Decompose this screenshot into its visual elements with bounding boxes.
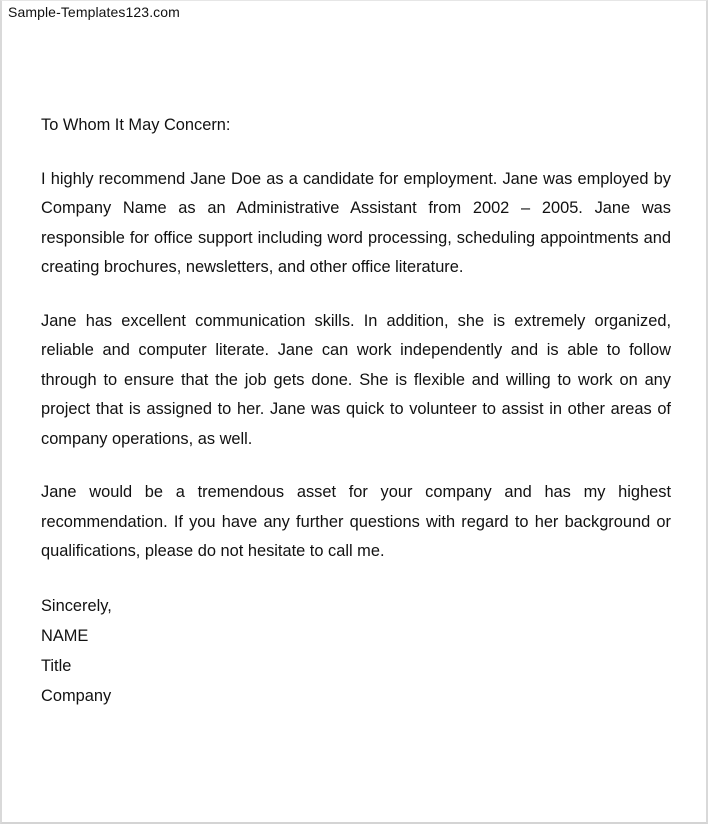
site-watermark: Sample-Templates123.com xyxy=(8,4,180,20)
letter-salutation: To Whom It May Concern: xyxy=(41,116,231,134)
signer-company: Company xyxy=(41,687,112,706)
signer-title: Title xyxy=(41,656,72,675)
letter-paragraph-2: Jane has excellent communication skills. In addition, she is extremely organized, reliable and computer literate. Jane can work independently and is able to follow through to ensure that the job gets done. She is flexible and willing to work on any project that is assigned to her. Jane was quick to volunteer to assist in other areas of company operations, as well. xyxy=(41,311,671,448)
letter-paragraph-1: I highly recommend Jane Doe as a candidate for employment. Jane was employed by Company Name as an Administrative Assistant from 2002 – 2005. Jane was responsible for office support including word processing, scheduling appointments and creating brochures, newsletters, and other office literature. xyxy=(41,169,671,276)
letter-paragraph-3: Jane would be a tremendous asset for your company and has my highest recommendation. If you have any further questions with regard to her background or qualifications, please do not hesitate to call me. xyxy=(41,483,671,560)
recommendation-letter xyxy=(41,111,671,711)
letter-signature-block xyxy=(41,591,671,712)
letter-valediction: Sincerely, xyxy=(41,596,112,615)
signer-name: NAME xyxy=(41,626,89,645)
